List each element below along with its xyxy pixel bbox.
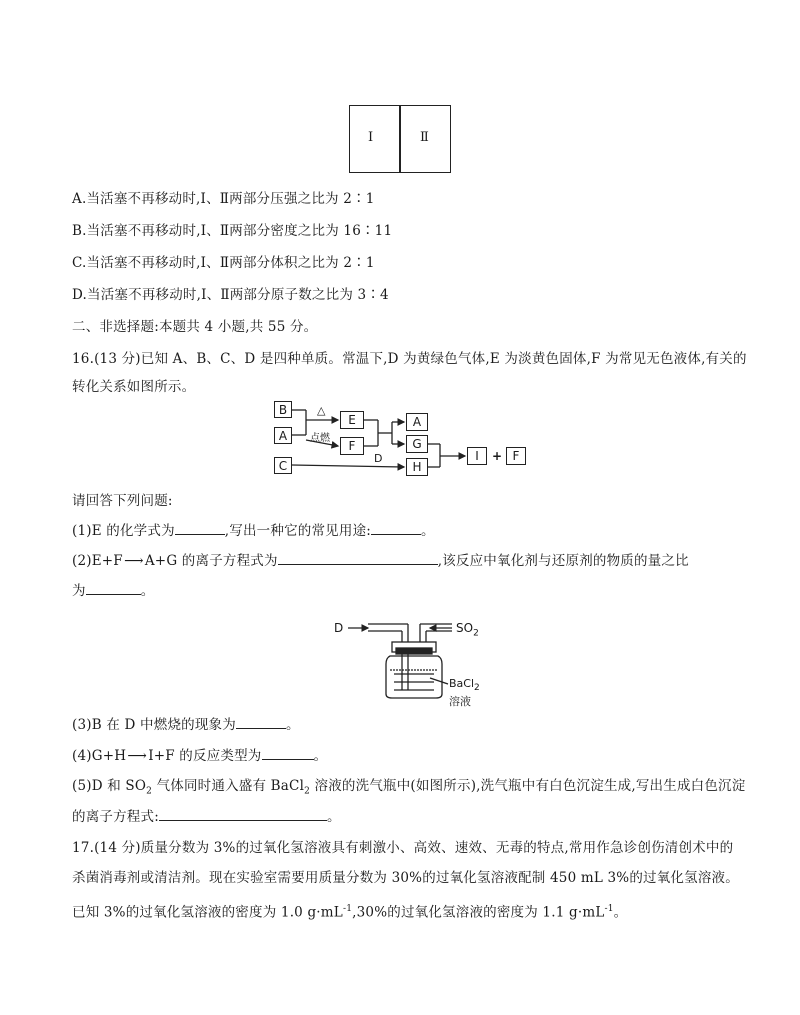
piston-container-figure (349, 105, 451, 173)
q17-line-2: 杀菌消毒剂或清洁剂。现在实验室需要用质量分数为 30%的过氧化氢溶液配制 450 mL 3%的过氧化氢溶液。 (72, 870, 739, 886)
option-a: A.当活塞不再移动时,Ⅰ、Ⅱ两部分压强之比为 2∶1 (72, 191, 375, 207)
so2-gas-label: $SO_2$ (456, 621, 479, 639)
node-b: B (274, 401, 292, 418)
node-h: H (406, 458, 428, 476)
node-g: G (406, 435, 428, 453)
d-reagent-label: D (374, 452, 383, 465)
q16-intro-line-1: 16.(13 分)已知 A、B、C、D 是四种单质。常温下,D 为黄绿色气体,E 为淡黄色固体,F 为常见无色液体,有关的 (72, 351, 747, 367)
node-i: I (467, 447, 487, 465)
node-f: F (340, 437, 364, 455)
q16-part-4: (4)G+H⟶I+F 的反应类型为 。 (72, 748, 328, 764)
q16-part-2-cont: 为 。 (72, 583, 155, 599)
q16-part-1: (1)E 的化学式为 ,写出一种它的常见用途: 。 (72, 523, 435, 539)
gas-washing-bottle-figure (330, 612, 490, 709)
bacl2-solution-label: BaCl$_2$溶液 (449, 677, 480, 709)
right-arrow-icon: ⟶ (124, 553, 144, 569)
node-c: C (274, 457, 292, 474)
q16-part-5: (5)D 和 $SO_2$ 气体同时通入盛有 BaCl$_2$ 溶液的洗气瓶中(如图所示),洗气瓶中有白色沉淀生成,写出生成白色沉淀 (72, 778, 746, 797)
option-b: B.当活塞不再移动时,Ⅰ、Ⅱ两部分密度之比为 16∶11 (72, 223, 393, 239)
d-gas-label: D (334, 621, 344, 635)
q17-line-1: 17.(14 分)质量分数为 3%的过氧化氢溶液具有刺激小、高效、速效、无毒的特点,常用作急诊创伤清创术中的 (72, 840, 734, 856)
node-a-product: A (406, 413, 428, 431)
node-a: A (274, 427, 292, 444)
plus-sign: + (492, 449, 503, 463)
option-c: C.当活塞不再移动时,Ⅰ、Ⅱ两部分体积之比为 2∶1 (72, 255, 375, 271)
part-two-label: Ⅱ (420, 130, 429, 145)
part-one-label: Ⅰ (368, 130, 374, 145)
flow-connectors (270, 398, 530, 482)
q16-part-2: (2)E+F⟶A+G 的离子方程式为 ,该反应中氧化剂与还原剂的物质的量之比 (72, 553, 689, 569)
node-e: E (340, 411, 364, 429)
q16-intro-line-2: 转化关系如图所示。 (72, 379, 196, 395)
piston-divider (399, 106, 401, 172)
q16-part-5-cont: 的离子方程式: 。 (72, 809, 341, 825)
heat-symbol: △ (317, 404, 326, 417)
option-d: D.当活塞不再移动时,Ⅰ、Ⅱ两部分原子数之比为 3∶4 (72, 287, 389, 303)
section-header: 二、非选择题:本题共 4 小题,共 55 分。 (72, 319, 318, 335)
q16-prompt: 请回答下列问题: (72, 493, 173, 509)
right-arrow-icon: ⟶ (127, 748, 147, 764)
ignite-label: 点燃 (310, 433, 330, 444)
q17-line-3: 已知 3%的过氧化氢溶液的密度为 1.0 $g\cdot mL^{-1},30\%$的过氧化氢溶液的密度为 1.1 $g\cdot mL^{-1}$。 (72, 904, 628, 921)
conversion-flow-diagram (270, 398, 530, 482)
q16-part-3: (3)B 在 D 中燃烧的现象为 。 (72, 717, 300, 733)
node-f-product: F (506, 447, 526, 465)
